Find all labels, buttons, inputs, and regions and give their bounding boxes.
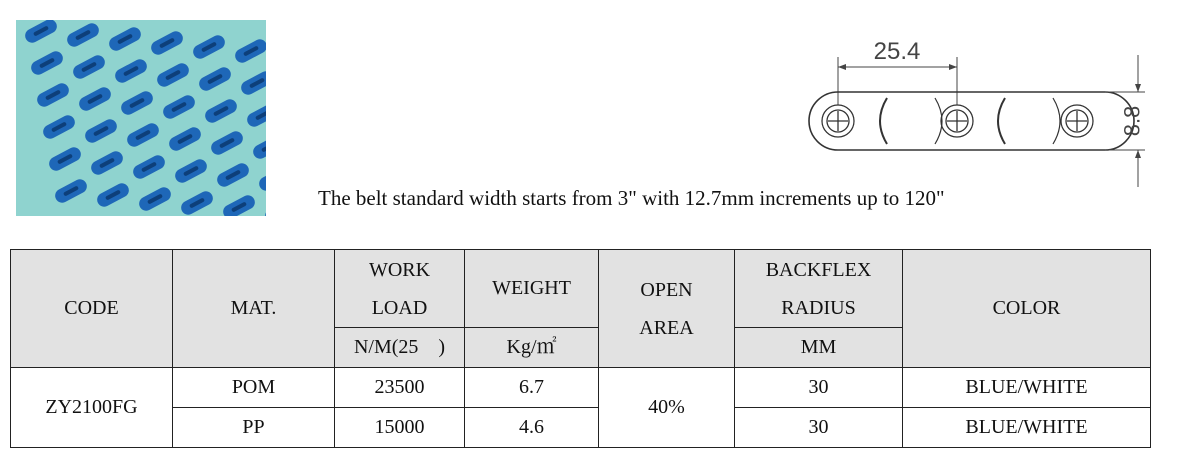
cell-code: ZY2100FG: [11, 368, 173, 448]
header-mat: MAT.: [173, 250, 335, 368]
cell-mat: POM: [173, 368, 335, 408]
cell-mat: PP: [173, 408, 335, 448]
cell-work-load: 15000: [335, 408, 465, 448]
header-weight-unit: Kg/㎡: [465, 328, 599, 368]
table-row: [11, 408, 1151, 448]
table-row: [11, 368, 1151, 408]
product-photo: [16, 20, 266, 216]
cell-work-load: 23500: [335, 368, 465, 408]
cell-color: BLUE/WHITE: [903, 408, 1151, 448]
header-backflex-line1: BACKFLEX: [765, 258, 872, 281]
header-backflex-line2: RADIUS: [781, 296, 856, 319]
header-backflex-unit: MM: [735, 328, 903, 368]
header-backflex: [735, 250, 903, 328]
cell-open-area: 40%: [599, 368, 735, 448]
header-work-unit: N/M(25 ): [335, 328, 465, 368]
cell-backflex: 30: [735, 368, 903, 408]
header-open-line1: OPEN: [640, 278, 693, 301]
height-label: 8.8: [1119, 105, 1145, 137]
header-work-line1: WORK: [368, 258, 431, 281]
header-open-area: [599, 250, 735, 368]
header-open-line2: AREA: [639, 316, 694, 339]
spec-table: [10, 249, 1151, 448]
header-weight: WEIGHT: [465, 250, 599, 328]
cell-color: BLUE/WHITE: [903, 368, 1151, 408]
cell-weight: 6.7: [465, 368, 599, 408]
header-work-line2: LOAD: [371, 296, 428, 319]
header-code: CODE: [11, 250, 173, 368]
header-color: COLOR: [903, 250, 1151, 368]
cell-weight: 4.6: [465, 408, 599, 448]
belt-modules-image: [16, 20, 266, 216]
width-caption: The belt standard width starts from 3" with 12.7mm increments up to 120": [318, 186, 945, 210]
header-work-load: [335, 250, 465, 328]
pitch-label: 25.4: [873, 38, 921, 65]
cell-backflex: 30: [735, 408, 903, 448]
technical-drawing: [805, 35, 1150, 195]
